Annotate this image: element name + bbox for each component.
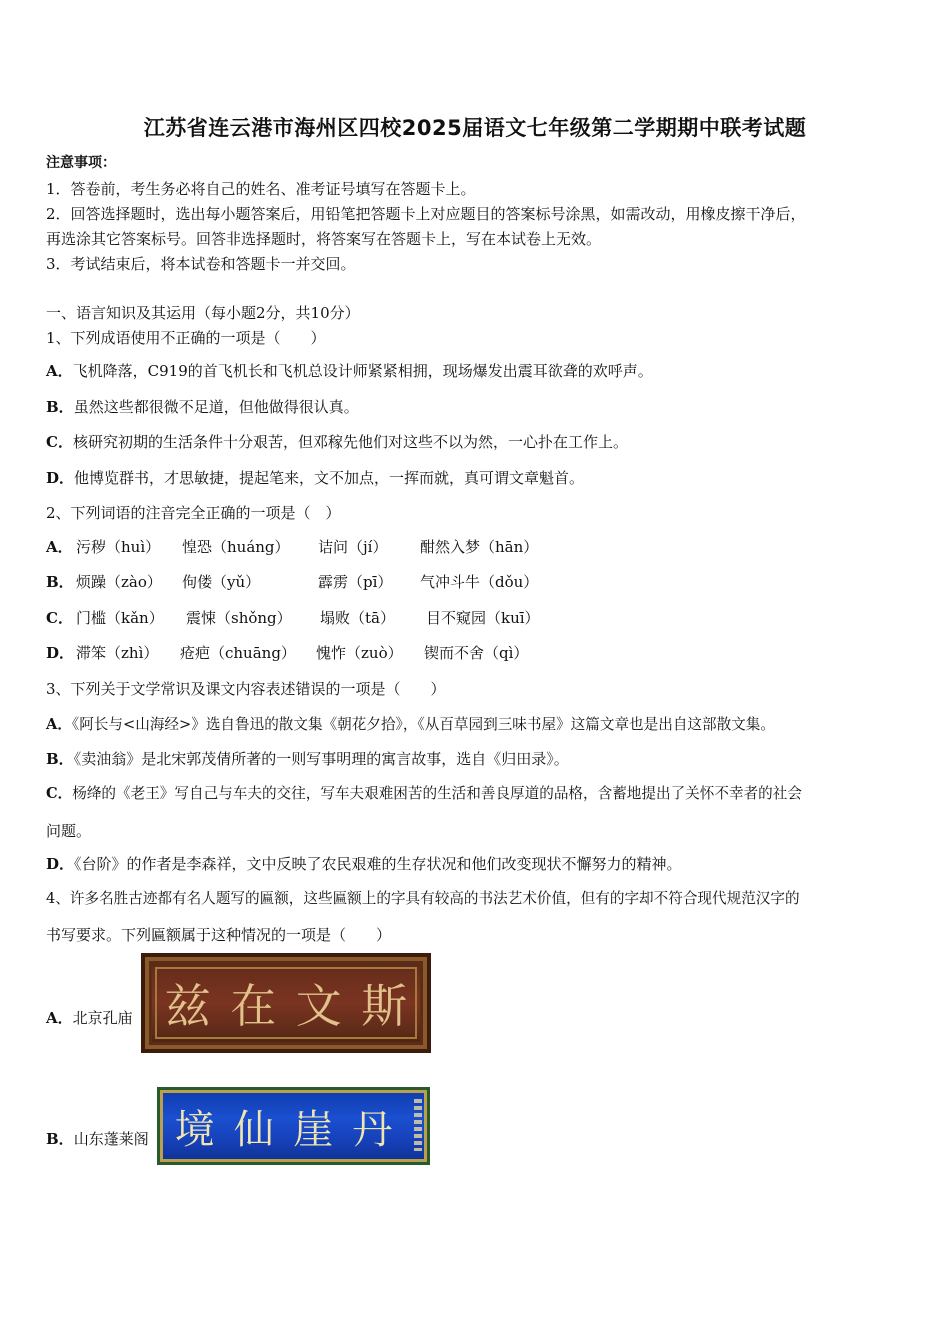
notice-item-2-cont: 再选涂其它答案标号。回答非选择题时，将答案写在答题卡上，写在本试卷上无效。 bbox=[46, 230, 602, 248]
notice-item-2: 2．回答选择题时，选出每小题答案后，用铅笔把答题卡上对应题目的答案标号涂黑，如需改动，用橡皮擦干净后， bbox=[46, 205, 806, 223]
option-label: A． bbox=[46, 538, 73, 556]
notice-item-3: 3．考试结束后，将本试卷和答题卡一并交回。 bbox=[46, 255, 356, 273]
option-text: 《卖油翁》是北宋郭茂倩所著的一则写事明理的寓言故事，选自《归田录》。 bbox=[73, 750, 569, 768]
option-word: 滞笨（zhì） bbox=[76, 644, 159, 662]
option-word: 气冲斗牛（dǒu） bbox=[420, 573, 539, 591]
q3-option-a bbox=[46, 713, 775, 734]
option-word: 塌败（tā） bbox=[320, 609, 395, 627]
q1-option-b bbox=[46, 396, 359, 417]
q4-stem-cont: 书写要求。下列匾额属于这种情况的一项是（ ） bbox=[46, 926, 392, 944]
option-word: 疮疤（chuāng） bbox=[180, 644, 296, 662]
option-word: 诘问（jí） bbox=[318, 538, 388, 556]
option-word: 震悚（shǒng） bbox=[186, 609, 292, 627]
section-heading: 一、语言知识及其运用（每小题2分，共10分） bbox=[46, 304, 360, 322]
option-label: C． bbox=[46, 433, 73, 451]
plaque-char: 斯 bbox=[361, 979, 408, 1033]
option-text: 他博览群书，才思敏捷，提起笔来，文不加点，一挥而就，真可谓文章魁首。 bbox=[74, 469, 585, 487]
q3-option-d bbox=[46, 853, 682, 874]
q1-stem: 1、下列成语使用不正确的一项是（ ） bbox=[46, 329, 326, 347]
q3-stem: 3、下列关于文学常识及课文内容表述错误的一项是（ ） bbox=[46, 680, 446, 698]
option-word: 目不窥园（kuī） bbox=[426, 609, 540, 627]
option-label: D． bbox=[46, 855, 75, 873]
plaque-char: 在 bbox=[230, 979, 277, 1033]
option-label: B． bbox=[46, 398, 74, 416]
notice-heading: 注意事项： bbox=[46, 155, 116, 171]
option-label: D． bbox=[46, 644, 75, 662]
plaque-char: 境 bbox=[174, 1106, 215, 1153]
q4-option-b bbox=[46, 1128, 149, 1149]
q3-option-c-cont: 问题。 bbox=[46, 822, 92, 840]
option-label: A． bbox=[46, 716, 72, 733]
q2-option-a bbox=[46, 536, 906, 556]
option-label: B． bbox=[46, 750, 74, 768]
option-text: 北京孔庙 bbox=[72, 1009, 133, 1027]
q1-option-a bbox=[46, 360, 653, 381]
plaque-image-b bbox=[157, 1087, 430, 1165]
plaque-image-a bbox=[141, 953, 431, 1053]
option-word: 门槛（kǎn） bbox=[76, 609, 164, 627]
q4-option-a bbox=[46, 1007, 133, 1028]
option-word: 酣然入梦（hān） bbox=[420, 538, 539, 556]
q2-option-c bbox=[46, 607, 906, 627]
q2-option-d bbox=[46, 642, 906, 662]
option-text: 《台阶》的作者是李森祥，文中反映了农民艰难的生存状况和他们改变现状不懈努力的精神。 bbox=[74, 855, 682, 873]
option-word: 锲而不舍（qì） bbox=[424, 644, 529, 662]
option-label: D． bbox=[46, 469, 75, 487]
plaque-char: 崖 bbox=[293, 1106, 334, 1153]
option-word: 惶恐（huáng） bbox=[182, 538, 290, 556]
q1-option-c bbox=[46, 431, 628, 452]
option-label: C． bbox=[46, 785, 73, 802]
q2-option-b bbox=[46, 571, 906, 591]
q4-stem: 4、许多名胜古迹都有名人题写的匾额，这些匾额上的字具有较高的书法艺术价值，但有的字却不符合现代规范汉字的 bbox=[46, 890, 800, 907]
option-label: A． bbox=[46, 1009, 73, 1027]
option-label: A． bbox=[46, 362, 73, 380]
plaque-inscription bbox=[141, 953, 431, 1053]
option-text: 核研究初期的生活条件十分艰苦，但邓稼先他们对这些不以为然，一心扑在工作上。 bbox=[72, 433, 628, 451]
option-text: 杨绛的《老王》写自己与车夫的交往，写车夫艰难困苦的生活和善良厚道的品格，含蓄地提出了关怀不幸者的社会 bbox=[72, 785, 802, 802]
option-text: 《阿长与<山海经>》选自鲁迅的散文集《朝花夕拾》，《从百草园到三味书屋》这篇文章也是出自这部散文集。 bbox=[71, 716, 775, 733]
option-label: B． bbox=[46, 573, 74, 591]
option-word: 污秽（huì） bbox=[76, 538, 161, 556]
option-text: 山东蓬莱阁 bbox=[73, 1130, 149, 1148]
plaque-inscription bbox=[157, 1087, 430, 1165]
plaque-char: 兹 bbox=[164, 979, 211, 1033]
option-label: C． bbox=[46, 609, 73, 627]
plaque-char: 仙 bbox=[233, 1106, 274, 1153]
plaque-signature bbox=[414, 1099, 422, 1151]
option-word: 愧怍（zuò） bbox=[316, 644, 403, 662]
q1-option-d bbox=[46, 467, 584, 488]
option-word: 烦躁（zào） bbox=[76, 573, 162, 591]
option-text: 虽然这些都很微不足道，但他做得很认真。 bbox=[73, 398, 359, 416]
option-word: 霹雳（pī） bbox=[318, 573, 393, 591]
option-label: B． bbox=[46, 1130, 74, 1148]
notice-item-1: 1．答卷前，考生务必将自己的姓名、准考证号填写在答题卡上。 bbox=[46, 180, 476, 198]
option-word: 佝偻（yǔ） bbox=[182, 573, 261, 591]
page-title: 江苏省连云港市海州区四校2025届语文七年级第二学期期中联考试题 bbox=[143, 116, 807, 140]
q3-option-b bbox=[46, 748, 569, 769]
plaque-char: 文 bbox=[295, 979, 342, 1033]
plaque-char: 丹 bbox=[352, 1106, 393, 1153]
q2-stem: 2、下列词语的注音完全正确的一项是（ ） bbox=[46, 504, 341, 522]
option-text: 飞机降落，C919的首飞机长和飞机总设计师紧紧相拥，现场爆发出震耳欲聋的欢呼声。 bbox=[72, 362, 653, 380]
q3-option-c bbox=[46, 782, 802, 803]
